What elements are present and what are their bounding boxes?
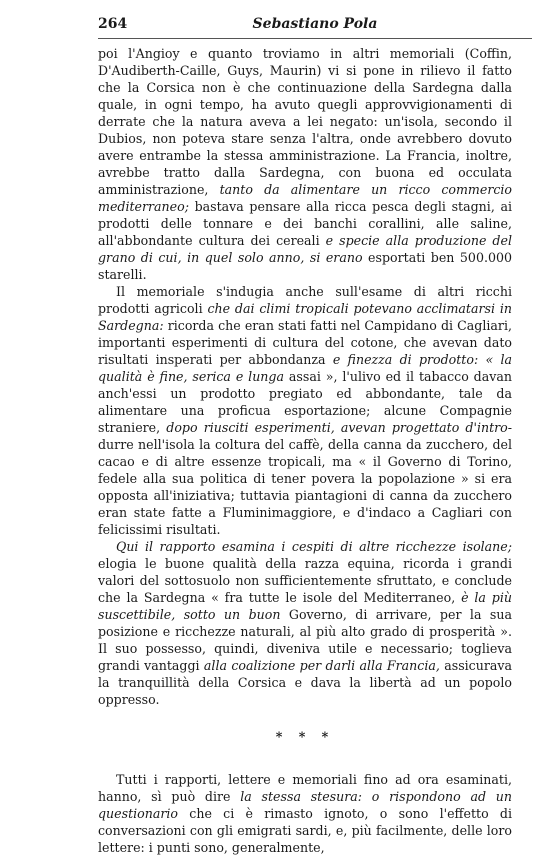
text-run: esportati ben 500.000 starelli. [98,250,513,282]
text-run: poi l'Angioy e quanto troviamo in altri memoriali (Coffin, D'Audiberth-Caille, Guys, Maurin) vi si pone in rilievo il fatto che la Corsica non è che continuazione della Sardegna dalla quale, in ogni tempo, ha avuto quegli approvvigionamenti di derrate che la natura aveva a lei negato: un'isola, secondo il Dubios, non poteva stare senza l'altra, onde avrebbero dovuto avere entrambe la stessa amministrazione. La Francia, inoltre, avrebbe tratto dalla Sardegna, con buona ed occulata amministrazione, [98,46,512,197]
italic-run: che dai climi tropicali potevano acclimatarsi in Sardegna: [98,301,512,333]
paragraph [98,538,512,708]
italic-run: e specie alla produzione del grano di cui, in quel solo anno, si erano [98,233,512,265]
italic-run: alla coalizione per darli alla Francia, [203,658,440,673]
paragraph [98,45,512,283]
italic-run: dopo riusciti esperimenti, avevan progettato d'intro- [166,420,513,435]
text-run: Governo, di arrivare, per la sua posizione e ricchezze naturali, al più alto grado di prosperità ». Il suo possesso, quindi, diveniva utile e necessario; toglieva grandi vantaggi [98,607,512,673]
italic-run: è la più suscettibile, sotto un buon [98,590,512,622]
italic-run: la stessa stesura: o rispondono ad un questionario [98,789,513,821]
text-run: che ci è rimasto ignoto, o sono l'effetto di conversazioni con gli emigrati sardi, e, più facilmente, delle loro lettere: i punti sono, generalmente, [98,806,512,855]
italic-run: tanto da alimentare un ricco commercio mediterraneo; [98,182,512,214]
italic-run: e finezza di prodotto: « la qualità è fine, serica e lunga [98,352,512,384]
page-number: 264 [98,16,128,32]
main-text [98,45,512,856]
section-divider: * * * [275,729,335,744]
text-run: assicurava la tranquillità della Corsica e dava la libertà ad un popolo oppresso. [98,658,512,707]
text-run: elogia le buone qualità della razza equina, ricorda i grandi valori del sottosuolo non sufficientemente sfruttato, e conclude che la Sardegna « fra tutte le isole del Mediterraneo, [98,556,512,605]
text-run: Il memoriale s'indugia anche sull'esame di altri ricchi prodotti agricoli [98,284,512,316]
text-run: bastava pensare alla ricca pesca degli stagni, ai prodotti delle tonnare e dei banchi corallini, alle saline, all'abbondante cultura dei cereali [98,199,512,248]
text-run: Tutti i rapporti, lettere e memoriali fino ad ora esaminati, hanno, sì può dire [98,772,512,804]
paragraph [98,283,512,538]
italic-run: Qui il rapporto esamina i cespiti di altre ricchezze isolane; [116,539,512,554]
text-run: durre nell'isola la coltura del caffè, della canna da zucchero, del cacao e di altre essenze tropicali, ma « il Governo di Torino, fedele alla sua politica di tener povera la popolazione » si era opposta all'iniziativa; tuttavia piantagioni di canna da zucchero eran state fatte a Fluminimaggiore, e d'indaco a Cagliari con felicissimi risultati. [98,437,512,537]
running-head: Sebastiano Pola [252,16,378,32]
text-run: ricorda che eran stati fatti nel Campidano di Cagliari, importanti esperimenti di cultura del cotone, che avevan dato risultati insperati per abbondanza [98,318,512,367]
paragraph [98,771,512,856]
text-run: assai », l'ulivo ed il tabacco davan anch'essi un prodotto pregiato ed abbondante, tale da alimentare una proficua esportazione; alcune Compagnie straniere, [98,369,512,435]
page-header [98,16,532,39]
